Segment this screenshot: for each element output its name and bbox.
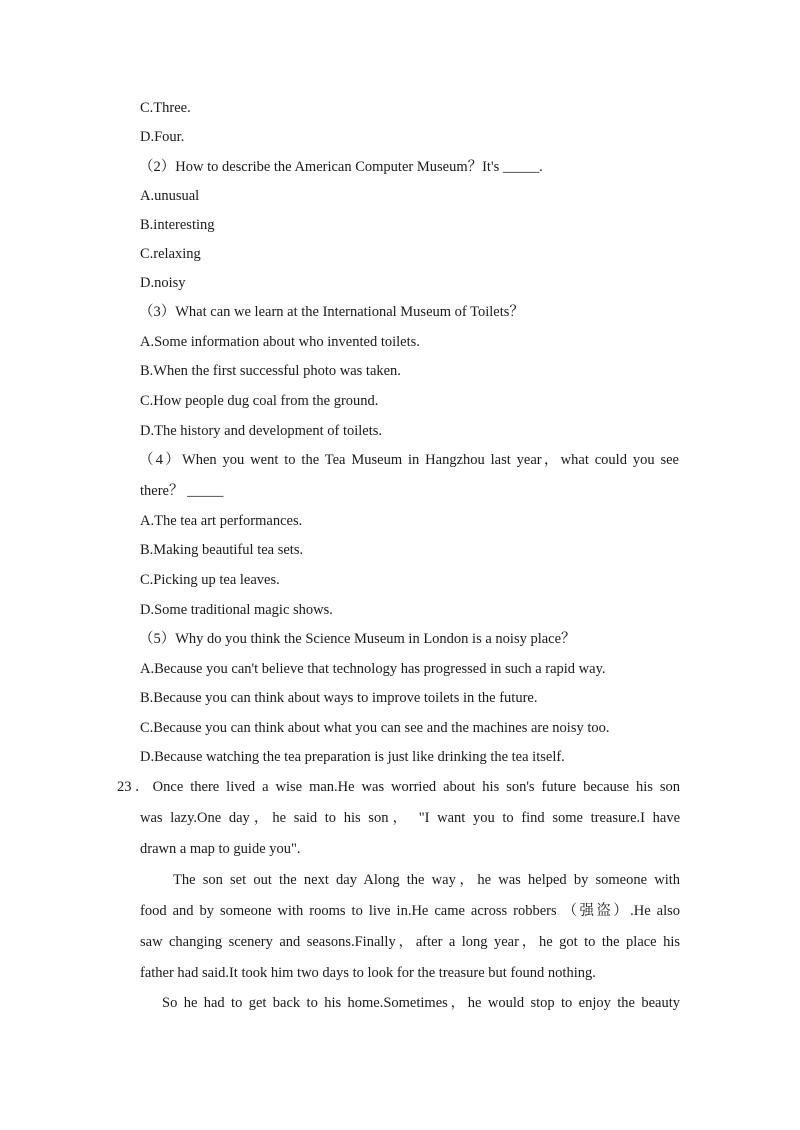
q4-option-b: B.Making beautiful tea sets. — [140, 542, 304, 558]
q1-option-d: D.Four. — [140, 129, 185, 145]
q23-para2-line3: saw changing scenery and seasons.Finally，after a long year，he got to the place his — [140, 934, 680, 950]
q5-option-a: A.Because you can't believe that technology has progressed in such a rapid way. — [140, 661, 606, 677]
q2-stem: （2）How to describe the American Computer Museum？It's _____. — [139, 159, 543, 175]
q4-option-d: D.Some traditional magic shows. — [140, 602, 333, 618]
q23-line1: 23．Once there lived a wise man.He was worried about his son's future because his son — [117, 779, 680, 795]
q2-option-d: D.noisy — [140, 275, 186, 291]
q5-stem: （5）Why do you think the Science Museum in London is a noisy place？ — [139, 631, 576, 647]
q5-option-c: C.Because you can think about what you can see and the machines are noisy too. — [140, 720, 610, 736]
q23-para2-line2: food and by someone with rooms to live in.He came across robbers （强盗）.He also — [140, 903, 680, 919]
q3-option-b: B.When the first successful photo was taken. — [140, 363, 401, 379]
q23-para2-line4: father had said.It took him two days to look for the treasure but found nothing. — [140, 965, 596, 981]
q23-para3-line1: So he had to get back to his home.Sometimes，he would stop to enjoy the beauty — [162, 995, 680, 1011]
q4-option-a: A.The tea art performances. — [140, 513, 303, 529]
q4-option-c: C.Picking up tea leaves. — [140, 572, 280, 588]
q3-option-c: C.How people dug coal from the ground. — [140, 393, 379, 409]
q1-option-c: C.Three. — [140, 100, 191, 116]
q4-stem-line1: （4）When you went to the Tea Museum in Hangzhou last year，what could you see — [139, 452, 679, 468]
q4-stem-line2: there？ _____ — [140, 483, 224, 499]
q3-option-a: A.Some information about who invented toilets. — [140, 334, 420, 350]
q2-option-a: A.unusual — [140, 188, 200, 204]
q5-option-b: B.Because you can think about ways to improve toilets in the future. — [140, 690, 538, 706]
q3-option-d: D.The history and development of toilets. — [140, 423, 383, 439]
q2-option-b: B.interesting — [140, 217, 215, 233]
q3-stem: （3）What can we learn at the International Museum of Toilets？ — [139, 304, 524, 320]
q23-para2-line1: The son set out the next day Along the way，he was helped by someone with — [173, 872, 680, 888]
q23-line3: drawn a map to guide you". — [140, 841, 301, 857]
q2-option-c: C.relaxing — [140, 246, 201, 262]
q5-option-d: D.Because watching the tea preparation is just like drinking the tea itself. — [140, 749, 565, 765]
q23-line2: was lazy.One day，he said to his son， "I want you to find some treasure.I have — [140, 810, 680, 826]
